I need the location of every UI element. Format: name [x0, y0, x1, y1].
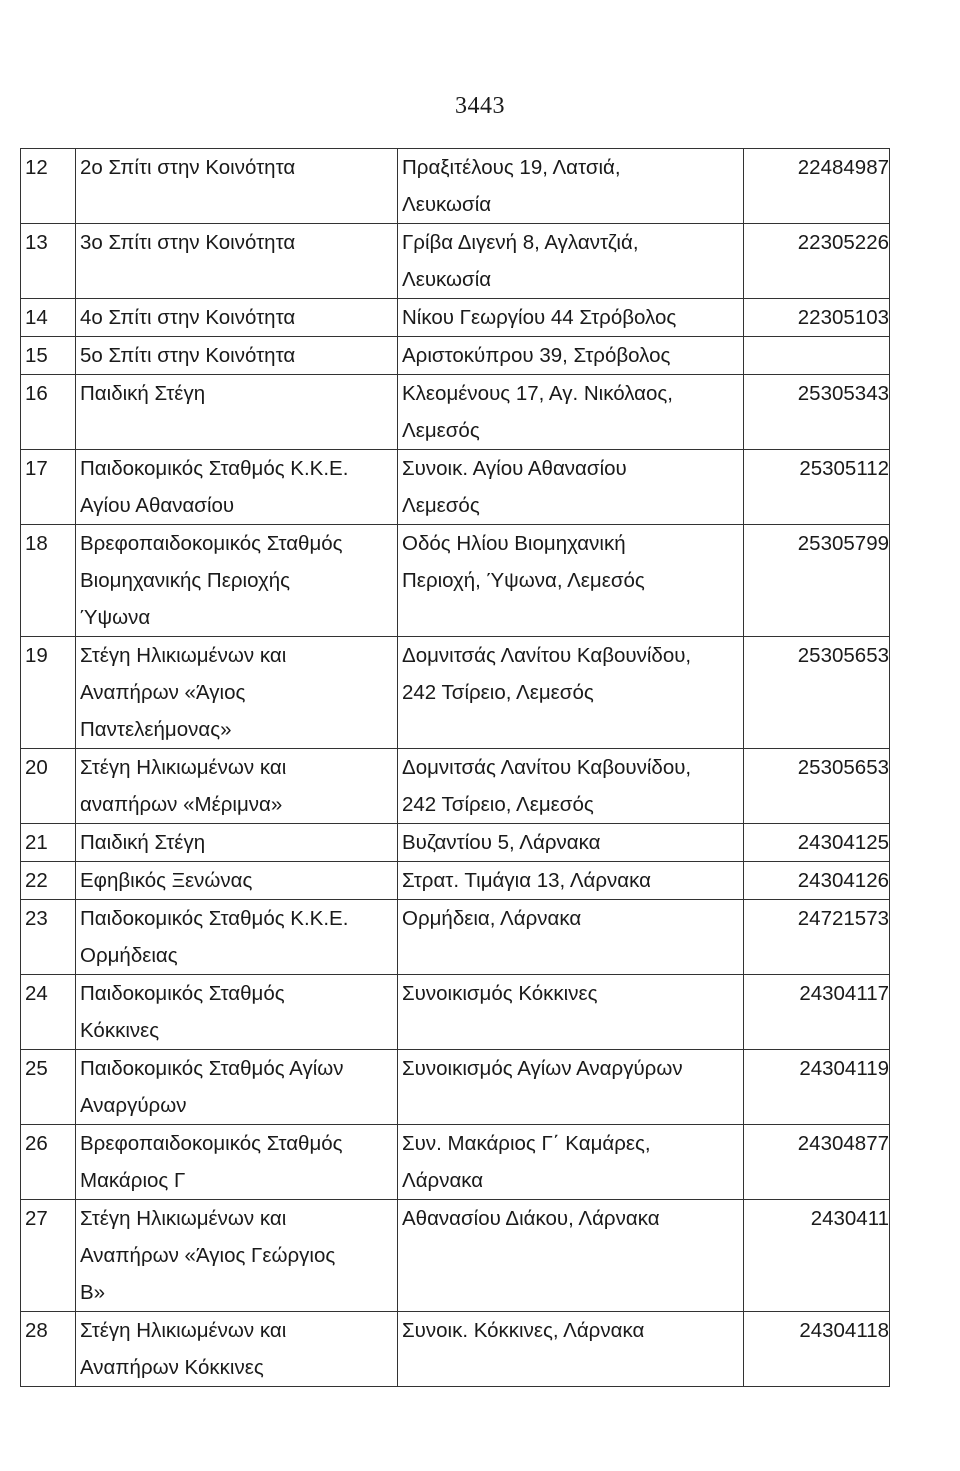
row-number: 28: [21, 1312, 76, 1387]
facility-phone: 24304877: [744, 1125, 890, 1200]
table-row: [21, 299, 890, 337]
facility-address: Γρίβα Διγενή 8, Αγλαντζιά, Λευκωσία: [398, 224, 744, 299]
table-row: [21, 1200, 890, 1312]
table-row: [21, 862, 890, 900]
facility-phone: 24304118: [744, 1312, 890, 1387]
row-number: 17: [21, 450, 76, 525]
row-number: 25: [21, 1050, 76, 1125]
facility-address: Ορμήδεια, Λάρνακα: [398, 900, 744, 975]
table-row: [21, 224, 890, 299]
facility-phone: 24721573: [744, 900, 890, 975]
facility-name: Παιδοκομικός Σταθμός Κόκκινες: [76, 975, 398, 1050]
table-row: [21, 975, 890, 1050]
table-row: [21, 1050, 890, 1125]
row-number: 12: [21, 149, 76, 224]
table-row: [21, 525, 890, 637]
row-number: 22: [21, 862, 76, 900]
facility-phone: 22305226: [744, 224, 890, 299]
facility-address: Στρατ. Τιμάγια 13, Λάρνακα: [398, 862, 744, 900]
facility-name: Βρεφοπαιδοκομικός Σταθμός Μακάριος Γ: [76, 1125, 398, 1200]
facility-phone: 25305112: [744, 450, 890, 525]
row-number: 15: [21, 337, 76, 375]
facility-name: Παιδοκομικός Σταθμός Αγίων Αναργύρων: [76, 1050, 398, 1125]
row-number: 14: [21, 299, 76, 337]
row-number: 18: [21, 525, 76, 637]
table-row: [21, 375, 890, 450]
facility-name: Στέγη Ηλικιωμένων και αναπήρων «Μέριμνα»: [76, 749, 398, 824]
row-number: 16: [21, 375, 76, 450]
row-number: 26: [21, 1125, 76, 1200]
facility-phone: 22305103: [744, 299, 890, 337]
row-number: 19: [21, 637, 76, 749]
facility-address: Δομνιτσάς Λανίτου Καβουνίδου, 242 Τσίρειο, Λεμεσός: [398, 637, 744, 749]
facility-name: Βρεφοπαιδοκομικός Σταθμός Βιομηχανικής Περιοχής Ύψωνα: [76, 525, 398, 637]
table-row: [21, 1125, 890, 1200]
facility-address: Συνοικισμός Κόκκινες: [398, 975, 744, 1050]
facility-phone: 25305653: [744, 749, 890, 824]
table-row: [21, 149, 890, 224]
facility-phone: 25305343: [744, 375, 890, 450]
facility-address: Πραξιτέλους 19, Λατσιά, Λευκωσία: [398, 149, 744, 224]
table-row: [21, 749, 890, 824]
facility-phone: 24304126: [744, 862, 890, 900]
facility-name: Παιδική Στέγη: [76, 824, 398, 862]
facility-phone: 24304125: [744, 824, 890, 862]
facility-address: Δομνιτσάς Λανίτου Καβουνίδου, 242 Τσίρειο, Λεμεσός: [398, 749, 744, 824]
facility-phone: 25305653: [744, 637, 890, 749]
facility-name: 4ο Σπίτι στην Κοινότητα: [76, 299, 398, 337]
table-row: [21, 1312, 890, 1387]
facility-name: Παιδοκομικός Σταθμός Κ.Κ.Ε. Ορμήδειας: [76, 900, 398, 975]
row-number: 20: [21, 749, 76, 824]
row-number: 27: [21, 1200, 76, 1312]
facility-name: Στέγη Ηλικιωμένων και Αναπήρων «Άγιος Παντελεήμονας»: [76, 637, 398, 749]
table-row: [21, 637, 890, 749]
table-row: [21, 450, 890, 525]
facility-name: 3ο Σπίτι στην Κοινότητα: [76, 224, 398, 299]
facility-name: 5ο Σπίτι στην Κοινότητα: [76, 337, 398, 375]
facility-address: Κλεομένους 17, Αγ. Νικόλαος, Λεμεσός: [398, 375, 744, 450]
facility-name: Παιδική Στέγη: [76, 375, 398, 450]
table-row: [21, 337, 890, 375]
table-row: [21, 824, 890, 862]
table-row: [21, 900, 890, 975]
page-number: 3443: [455, 93, 505, 119]
facility-address: Βυζαντίου 5, Λάρνακα: [398, 824, 744, 862]
facility-name: Στέγη Ηλικιωμένων και Αναπήρων Κόκκινες: [76, 1312, 398, 1387]
facility-phone: 24304119: [744, 1050, 890, 1125]
row-number: 23: [21, 900, 76, 975]
facility-address: Νίκου Γεωργίου 44 Στρόβολος: [398, 299, 744, 337]
facility-phone: 24304117: [744, 975, 890, 1050]
facility-name: Παιδοκομικός Σταθμός Κ.Κ.Ε. Αγίου Αθανασίου: [76, 450, 398, 525]
facility-phone: 22484987: [744, 149, 890, 224]
row-number: 24: [21, 975, 76, 1050]
facility-phone: 25305799: [744, 525, 890, 637]
facility-phone: [744, 337, 890, 375]
row-number: 21: [21, 824, 76, 862]
facility-address: Συνοικισμός Αγίων Αναργύρων: [398, 1050, 744, 1125]
facility-phone: 2430411: [744, 1200, 890, 1312]
facility-address: Συνοικ. Κόκκινες, Λάρνακα: [398, 1312, 744, 1387]
facility-address: Συν. Μακάριος Γ΄ Καμάρες, Λάρνακα: [398, 1125, 744, 1200]
facility-address: Οδός Ηλίου Βιομηχανική Περιοχή, Ύψωνα, Λεμεσός: [398, 525, 744, 637]
facility-name: 2ο Σπίτι στην Κοινότητα: [76, 149, 398, 224]
facilities-table: [20, 148, 890, 1387]
facility-address: Αθανασίου Διάκου, Λάρνακα: [398, 1200, 744, 1312]
facility-address: Αριστοκύπρου 39, Στρόβολος: [398, 337, 744, 375]
facility-name: Στέγη Ηλικιωμένων και Αναπήρων «Άγιος Γεώργιος Β»: [76, 1200, 398, 1312]
facility-name: Εφηβικός Ξενώνας: [76, 862, 398, 900]
row-number: 13: [21, 224, 76, 299]
facility-address: Συνοικ. Αγίου Αθανασίου Λεμεσός: [398, 450, 744, 525]
